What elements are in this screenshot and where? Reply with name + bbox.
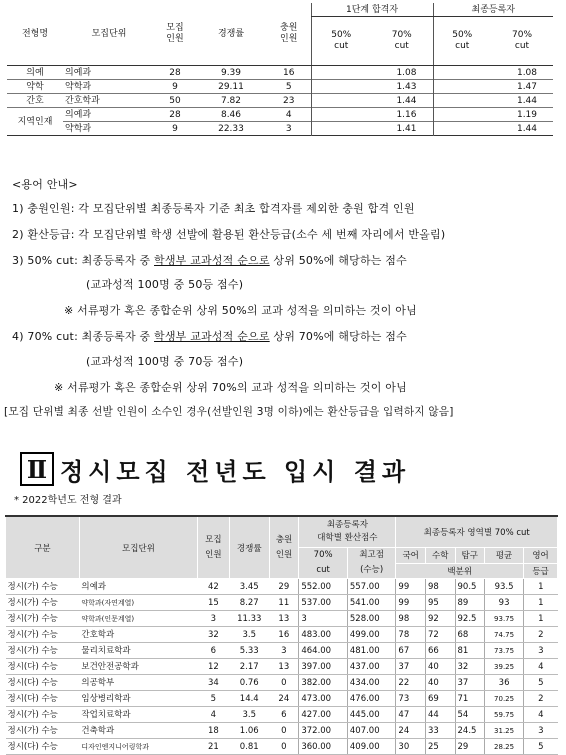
cell-cut70: 427.00 (299, 707, 348, 723)
table-row (6, 643, 558, 659)
t2-header-cut70: 70% cut (299, 548, 348, 579)
cell-group: 정시(가) 수능 (6, 595, 80, 611)
cell-rate: 8.27 (229, 595, 269, 611)
cell-type: 간호 (7, 94, 63, 108)
cell-quota: 21 (198, 739, 230, 755)
susi-result-table (7, 3, 553, 136)
cell-final-70: 1.44 (491, 94, 553, 108)
note-4-caution: ※ 서류평가 혹은 종합순위 상위 70%의 교과 성적을 의미하는 것이 아님 (54, 381, 407, 394)
cell-cut70: 397.00 (299, 659, 348, 675)
cell-unit: 간호학과 (63, 94, 155, 108)
cell-eng: 5 (524, 739, 558, 755)
table-row (6, 691, 558, 707)
cell-eng: 2 (524, 627, 558, 643)
cell-extra: 0 (269, 723, 299, 739)
cell-math: 40 (425, 659, 455, 675)
cell-group: 정시(다) 수능 (6, 739, 80, 755)
cell-stage1-70: 1.44 (371, 94, 433, 108)
cell-math: 95 (425, 595, 455, 611)
note-4-example: (교과성적 100명 중 70등 점수) (86, 355, 244, 368)
cell-final-50 (433, 122, 491, 136)
cell-stage1-70: 1.08 (371, 66, 433, 80)
cell-inq: 92.5 (455, 611, 485, 627)
cell-eng: 4 (524, 659, 558, 675)
cell-rate: 22.33 (195, 122, 267, 136)
cell-kor: 98 (396, 611, 426, 627)
cell-math: 40 (425, 675, 455, 691)
cell-unit: 물리치료학과 (79, 643, 197, 659)
cell-cut70: 537.00 (299, 595, 348, 611)
note-2: 2) 환산등급: 각 모집단위별 학생 선발에 활용된 환산등급(소수 세 번째 자리에서 반올림) (12, 228, 446, 241)
header-extra: 충원 인원 (267, 3, 311, 66)
cell-unit: 보건안전공학과 (79, 659, 197, 675)
header-final-50: 50% cut (433, 17, 491, 66)
cell-math: 92 (425, 611, 455, 627)
cell-extra: 4 (267, 108, 311, 122)
cell-extra: 0 (269, 675, 299, 691)
header-stage1-70: 70% cut (371, 17, 433, 66)
cell-avg: 74.75 (485, 627, 524, 643)
cell-kor: 78 (396, 627, 426, 643)
cell-inq: 32 (455, 659, 485, 675)
table-row (6, 595, 558, 611)
cell-group: 정시(다) 수능 (6, 675, 80, 691)
cell-rate: 11.33 (229, 611, 269, 627)
cell-unit: 의예과 (79, 579, 197, 595)
cell-max: 476.00 (347, 691, 396, 707)
t2-header-math: 수학 (425, 548, 455, 564)
t2-header-eng: 영어 (524, 548, 558, 564)
cell-extra: 13 (269, 611, 299, 627)
table-row (6, 707, 558, 723)
cell-cut70: 483.00 (299, 627, 348, 643)
cell-stage1-70: 1.16 (371, 108, 433, 122)
note-3-prefix: 3) 50% cut: 최종등록자 중 (12, 254, 155, 267)
cell-avg: 93.75 (485, 611, 524, 627)
t2-header-area70: 최종등록자 영역별 70% cut (396, 516, 558, 548)
cell-avg: 70.25 (485, 691, 524, 707)
cell-quota: 32 (198, 627, 230, 643)
cell-rate: 0.81 (229, 739, 269, 755)
note-4 (12, 328, 407, 344)
cell-avg: 73.75 (485, 643, 524, 659)
cell-quota: 9 (155, 122, 195, 136)
cell-max: 445.00 (347, 707, 396, 723)
cell-extra: 24 (269, 691, 299, 707)
cell-quota: 18 (198, 723, 230, 739)
t2-header-inq: 탐구 (455, 548, 485, 564)
cell-rate: 9.39 (195, 66, 267, 80)
cell-cut70: 552.00 (299, 579, 348, 595)
cell-inq: 29 (455, 739, 485, 755)
t2-header-group: 구분 (6, 516, 80, 579)
cell-extra: 3 (269, 643, 299, 659)
cell-stage1-50 (311, 94, 371, 108)
cell-max: 481.00 (347, 643, 396, 659)
header-stage1: 1단계 합격자 (311, 3, 433, 17)
section-title: 정시모집 전년도 입시 결과 (60, 457, 411, 486)
cell-eng: 2 (524, 691, 558, 707)
cell-cut70: 473.00 (299, 691, 348, 707)
cell-math: 66 (425, 643, 455, 659)
table-row (7, 108, 553, 122)
header-rate: 경쟁률 (195, 3, 267, 66)
cell-stage1-50 (311, 122, 371, 136)
cell-cut70: 372.00 (299, 723, 348, 739)
cell-cut70: 360.00 (299, 739, 348, 755)
cell-math: 25 (425, 739, 455, 755)
cell-final-50 (433, 66, 491, 80)
cell-avg: 31.25 (485, 723, 524, 739)
cell-unit: 임상병리학과 (79, 691, 197, 707)
cell-final-70: 1.47 (491, 80, 553, 94)
header-stage1-50: 50% cut (311, 17, 371, 66)
cell-kor: 22 (396, 675, 426, 691)
cell-math: 72 (425, 627, 455, 643)
cell-avg: 36 (485, 675, 524, 691)
note-4-underline: 학생부 교과성적 순으로 (154, 330, 270, 343)
cell-unit: 작업치료학과 (79, 707, 197, 723)
cell-cut70: 382.00 (299, 675, 348, 691)
cell-max: 528.00 (347, 611, 396, 627)
cell-inq: 90.5 (455, 579, 485, 595)
cell-group: 정시(가) 수능 (6, 579, 80, 595)
cell-rate: 14.4 (229, 691, 269, 707)
cell-unit: 디자인엔지니어링학과 (79, 739, 197, 755)
cell-group: 정시(가) 수능 (6, 723, 80, 739)
cell-eng: 3 (524, 723, 558, 739)
cell-extra: 16 (267, 66, 311, 80)
cell-inq: 68 (455, 627, 485, 643)
cell-rate: 8.46 (195, 108, 267, 122)
cell-avg: 93 (485, 595, 524, 611)
cell-extra: 29 (269, 579, 299, 595)
note-4-suffix: 상위 70%에 해당하는 점수 (269, 330, 407, 343)
header-type: 전형명 (7, 3, 63, 66)
cell-unit: 약학과(자연계열) (79, 595, 197, 611)
cell-inq: 54 (455, 707, 485, 723)
cell-rate: 5.33 (229, 643, 269, 659)
cell-max: 434.00 (347, 675, 396, 691)
cell-quota: 15 (198, 595, 230, 611)
cell-inq: 24.5 (455, 723, 485, 739)
cell-cut70: 3 (299, 611, 348, 627)
cell-quota: 28 (155, 108, 195, 122)
cell-group: 정시(가) 수능 (6, 707, 80, 723)
header-unit: 모집단위 (63, 3, 155, 66)
t2-header-max: 최고점 (수능) (347, 548, 396, 579)
cell-stage1-50 (311, 80, 371, 94)
cell-max: 437.00 (347, 659, 396, 675)
cell-extra: 11 (269, 595, 299, 611)
cell-quota: 9 (155, 80, 195, 94)
cell-eng: 1 (524, 595, 558, 611)
cell-stage1-50 (311, 66, 371, 80)
cell-cut70: 464.00 (299, 643, 348, 659)
cell-stage1-70: 1.41 (371, 122, 433, 136)
section-numeral: Ⅱ (20, 452, 54, 486)
cell-quota: 4 (198, 707, 230, 723)
cell-quota: 3 (198, 611, 230, 627)
cell-quota: 34 (198, 675, 230, 691)
cell-unit: 간호학과 (79, 627, 197, 643)
t2-header-pct: 백분위 (396, 563, 524, 579)
cell-type: 지역인재 (7, 108, 63, 136)
cell-rate: 3.5 (229, 627, 269, 643)
cell-max: 541.00 (347, 595, 396, 611)
cell-avg: 93.5 (485, 579, 524, 595)
cell-final-50 (433, 108, 491, 122)
cell-avg: 28.25 (485, 739, 524, 755)
cell-inq: 81 (455, 643, 485, 659)
cell-kor: 24 (396, 723, 426, 739)
cell-inq: 71 (455, 691, 485, 707)
cell-eng: 5 (524, 675, 558, 691)
cell-unit: 약학과(인문계열) (79, 611, 197, 627)
t2-header-kor: 국어 (396, 548, 426, 564)
cell-final-70: 1.19 (491, 108, 553, 122)
cell-rate: 3.5 (229, 707, 269, 723)
t2-header-rate: 경쟁률 (229, 516, 269, 579)
cell-final-70: 1.08 (491, 66, 553, 80)
cell-kor: 67 (396, 643, 426, 659)
note-3-example: (교과성적 100명 중 50등 점수) (86, 278, 244, 291)
jeongsi-result-table (5, 515, 558, 755)
note-3-caution: ※ 서류평가 혹은 종합순위 상위 50%의 교과 성적을 의미하는 것이 아님 (64, 304, 417, 317)
cell-rate: 29.11 (195, 80, 267, 94)
note-1: 1) 충원인원: 각 모집단위별 최종등록자 기준 최초 합격자를 제외한 충원 합격 인원 (12, 202, 415, 215)
table-row (7, 122, 553, 136)
cell-math: 98 (425, 579, 455, 595)
cell-rate: 7.82 (195, 94, 267, 108)
table-row (6, 627, 558, 643)
cell-kor: 47 (396, 707, 426, 723)
cell-max: 499.00 (347, 627, 396, 643)
cell-rate: 1.06 (229, 723, 269, 739)
table-row (7, 94, 553, 108)
t2-header-unit: 모집단위 (79, 516, 197, 579)
cell-avg: 59.75 (485, 707, 524, 723)
cell-kor: 37 (396, 659, 426, 675)
cell-unit: 의공학부 (79, 675, 197, 691)
cell-kor: 99 (396, 579, 426, 595)
cell-kor: 73 (396, 691, 426, 707)
cell-unit: 의예과 (63, 66, 155, 80)
table-row (6, 579, 558, 595)
section-heading (20, 450, 410, 488)
table-row (6, 659, 558, 675)
cell-rate: 3.45 (229, 579, 269, 595)
cell-extra: 16 (269, 627, 299, 643)
note-3 (12, 252, 407, 268)
cell-extra: 5 (267, 80, 311, 94)
t2-header-grade: 등급 (524, 563, 558, 579)
cell-type: 의예 (7, 66, 63, 80)
cell-math: 69 (425, 691, 455, 707)
table-row (6, 675, 558, 691)
cell-group: 정시(다) 수능 (6, 659, 80, 675)
cell-inq: 37 (455, 675, 485, 691)
cell-extra: 23 (267, 94, 311, 108)
cell-group: 정시(가) 수능 (6, 643, 80, 659)
table-row (6, 611, 558, 627)
cell-unit: 약학과 (63, 122, 155, 136)
cell-final-50 (433, 94, 491, 108)
cell-quota: 28 (155, 66, 195, 80)
cell-quota: 5 (198, 691, 230, 707)
note-4-prefix: 4) 70% cut: 최종등록자 중 (12, 330, 155, 343)
cell-group: 정시(가) 수능 (6, 611, 80, 627)
cell-extra: 0 (269, 739, 299, 755)
cell-max: 557.00 (347, 579, 396, 595)
cell-final-70: 1.44 (491, 122, 553, 136)
cell-eng: 3 (524, 643, 558, 659)
header-final-70: 70% cut (491, 17, 553, 66)
cell-quota: 42 (198, 579, 230, 595)
cell-group: 정시(가) 수능 (6, 627, 80, 643)
cell-math: 44 (425, 707, 455, 723)
note-3-suffix: 상위 50%에 해당하는 점수 (269, 254, 407, 267)
cell-rate: 2.17 (229, 659, 269, 675)
cell-unit: 의예과 (63, 108, 155, 122)
cell-math: 33 (425, 723, 455, 739)
cell-stage1-50 (311, 108, 371, 122)
cell-eng: 1 (524, 611, 558, 627)
t2-header-quota: 모집 인원 (198, 516, 230, 579)
cell-eng: 1 (524, 579, 558, 595)
header-final: 최종등록자 (433, 3, 553, 17)
cell-stage1-70: 1.43 (371, 80, 433, 94)
cell-rate: 0.76 (229, 675, 269, 691)
section-subtitle: * 2022학년도 전형 결과 (14, 495, 122, 506)
cell-quota: 12 (198, 659, 230, 675)
cell-kor: 99 (396, 595, 426, 611)
cell-avg: 39.25 (485, 659, 524, 675)
t2-header-extra: 충원 인원 (269, 516, 299, 579)
cell-final-50 (433, 80, 491, 94)
cell-extra: 6 (269, 707, 299, 723)
cell-eng: 4 (524, 707, 558, 723)
cell-type: 약학 (7, 80, 63, 94)
cell-unit: 건축학과 (79, 723, 197, 739)
cell-quota: 50 (155, 94, 195, 108)
cell-extra: 13 (269, 659, 299, 675)
cell-group: 정시(다) 수능 (6, 691, 80, 707)
cell-max: 407.00 (347, 723, 396, 739)
cell-inq: 89 (455, 595, 485, 611)
note-3-underline: 학생부 교과성적 순으로 (154, 254, 270, 267)
table-row (7, 66, 553, 80)
table-row (6, 723, 558, 739)
notes-title: <용어 안내> (12, 178, 78, 191)
cell-unit: 약학과 (63, 80, 155, 94)
cell-max: 409.00 (347, 739, 396, 755)
header-quota: 모집 인원 (155, 3, 195, 66)
cell-extra: 3 (267, 122, 311, 136)
cell-quota: 6 (198, 643, 230, 659)
cell-kor: 30 (396, 739, 426, 755)
table-row (6, 739, 558, 755)
note-5: [모집 단위별 최종 선발 인원이 소수인 경우(선발인원 3명 이하)에는 환산등급을 입력하지 않음] (4, 406, 454, 418)
t2-header-final-conv: 최종등록자 대학별 환산점수 (299, 516, 396, 548)
table-row (7, 80, 553, 94)
t2-header-avg: 평균 (485, 548, 524, 564)
